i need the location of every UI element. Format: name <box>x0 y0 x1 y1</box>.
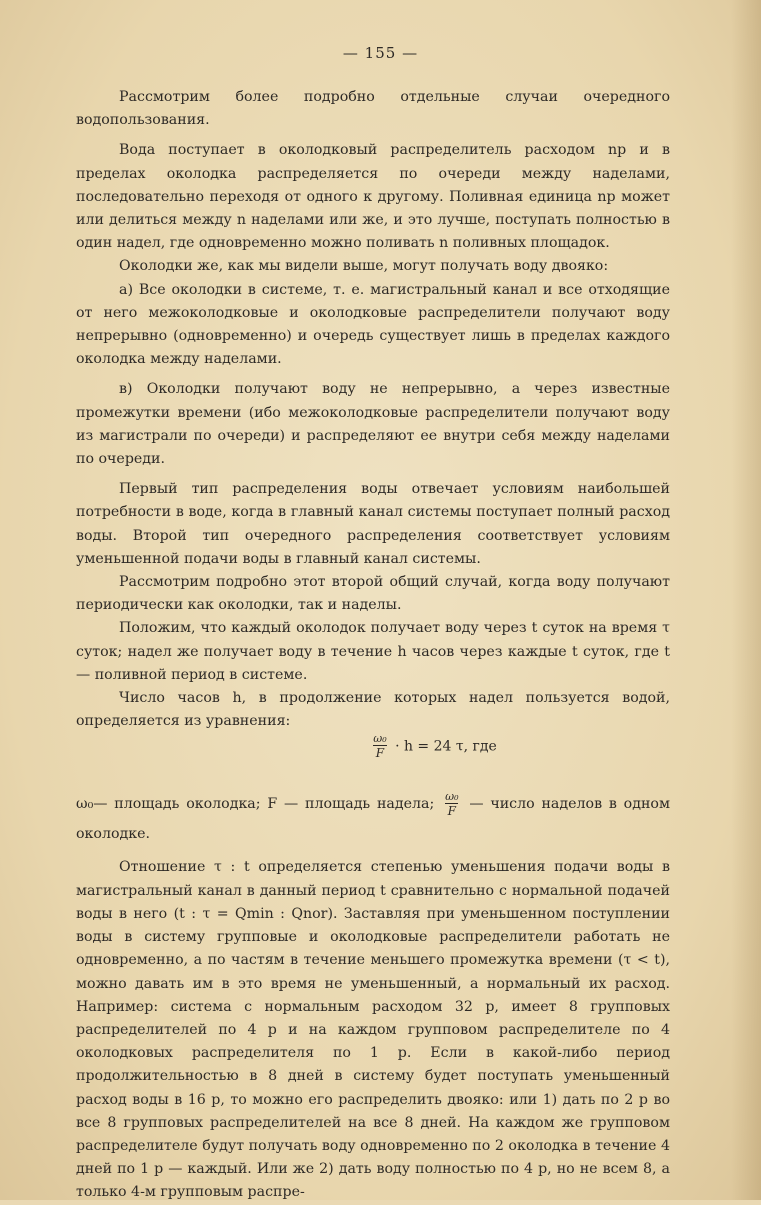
paragraph: Число часов h, в продолжение которых надел пользуется водой, определяется из уравнения: <box>76 690 670 730</box>
body-text <box>76 86 670 1205</box>
fraction <box>373 733 386 760</box>
equation <box>76 733 670 789</box>
definition-line <box>76 789 670 849</box>
definition-part-2: — число наделов в одном околодке. <box>76 796 670 843</box>
definition-part-1: ω₀— площадь околодка; F — площадь надела; <box>76 796 435 813</box>
fraction <box>445 791 458 818</box>
page-edge-shadow <box>731 0 761 1200</box>
paragraph: Околодки же, как мы видели выше, могут получать воду двояко: <box>119 258 609 275</box>
paragraph: Рассмотрим подробно этот второй общий случай, когда воду получают периодически как околодки, так и наделы. <box>76 574 670 614</box>
paragraph: в) Околодки получают воду не непрерывно, а через известные промежутки времени (ибо межоколодковые распределители получают воду из магистрали по очереди) и распределяют ее внутри себя между наделами по очереди. <box>76 381 670 468</box>
paragraph: а) Все околодки в системе, т. е. магистральный канал и все отходящие от него межоколодковые и околодковые распределители получают воду непрерывно (одновременно) и очередь существует лишь в пределах каждого околодка между наделами. <box>76 281 670 368</box>
fraction-numerator: ω₀ <box>373 732 387 746</box>
page-number: — 155 — <box>342 44 419 62</box>
fraction-numerator: ω₀ <box>445 789 459 803</box>
fraction-denominator: F <box>375 746 385 761</box>
paragraph: Отношение τ : t определяется степенью уменьшения подачи воды в магистральный канал в данный период t сравнительно с нормальной подачей воды в него (t : τ = Qmin : Qnor). Заставляя при уменьшенном поступлении воды в систему групповые и околодковые распределители работать не одновременно, а по частям в течение меньшего промежутка времени (τ < t), можно давать им в это время не уменьшенный, а нормальный их расход. Например: система с нормальным расходом 32 p, имеет 8 групповых распределителей по 4 p и на каждом групповом распределителе по 4 околодковых распределителя по 1 p. Если в какой-либо период продолжительностью в 8 дней в систему будет поступать уменьшенный расход воды в 16 p, то можно его распределить двояко: или 1) дать по 2 p во все 8 групповых распределителей на все 8 дней. На каждом же групповом распределителе будут получать воду одновременно по 2 околодка в течение 4 дней по 1 p — каждый. Или же 2) дать воду полностью по 4 p, но не всем 8, а только 4-м групповым распре- <box>76 859 670 1201</box>
equation-rest: · h = 24 τ, где <box>395 738 497 755</box>
paragraph: Первый тип распределения воды отвечает условиям наибольшей потребности в воде, когда в главный канал системы поступает полный расход воды. Второй тип очередного распределения соответствует условиям уменьшенной подачи воды в главный канал системы. <box>76 481 670 567</box>
paragraph: Положим, что каждый околодок получает воду через t суток на время τ суток; надел же получает воду в течение h часов через каждые t суток, где t— поливной период в системе. <box>76 620 670 683</box>
fraction-denominator: F <box>447 803 456 818</box>
paragraph: Рассмотрим более подробно отдельные случаи очередного водопользования. <box>76 89 670 129</box>
paragraph: Вода поступает в околодковый распределитель расходом np и в пределах околодка распределяется по очереди между наделами, последовательно переходя от одного к другому. Поливная единица np может или делиться между n наделами или же, и это лучше, поступать полностью в один надел, где одновременно можно поливать n поливных площадок. <box>76 142 670 252</box>
